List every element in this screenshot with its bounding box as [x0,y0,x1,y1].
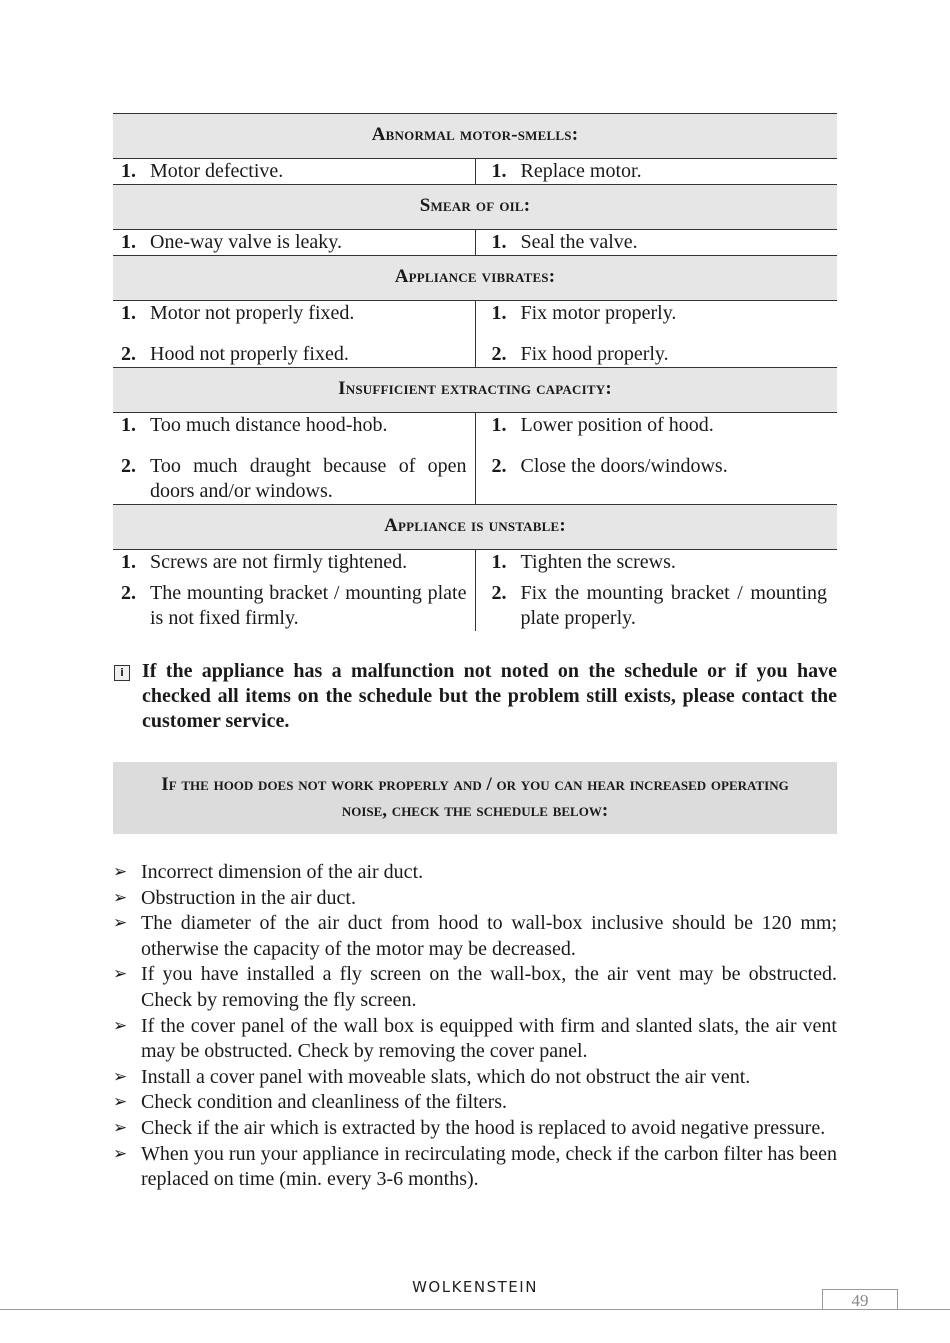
section-heading-row [113,505,837,550]
check-list [113,860,837,1193]
section-heading: Insufficient extracting capacity: [113,368,837,413]
item-text: Tighten the screws. [520,551,676,573]
info-note [113,659,837,734]
check-list-item [113,911,837,962]
item-text: The mounting bracket / mounting plate is not fixed firmly. [150,582,467,629]
section-heading: Appliance vibrates: [113,256,837,301]
check-item-text: Install a cover panel with moveable slats, which do not obstruct the air vent. [141,1065,751,1088]
check-item-text: The diameter of the air duct from hood to wall-box inclusive should be 120 mm; otherwise the capacity of the motor may be decreased. [141,912,837,960]
item-text: Replace motor. [520,160,642,182]
page-content [113,113,837,1193]
item-number: 1. [491,231,507,253]
section-heading: Abnormal motor-smells: [113,114,837,159]
remedy-item [484,454,828,479]
cause-item [113,230,467,255]
cause-cell [113,550,475,632]
check-list-item [113,886,837,912]
check-item-text: When you run your appliance in recirculating mode, check if the carbon filter has been replaced on time (min. every 3-6 months). [141,1142,837,1191]
item-text: Hood not properly fixed. [150,343,349,365]
remedy-item [484,413,828,438]
item-number: 2. [121,582,136,604]
item-number: 1. [491,551,507,573]
item-number: 2. [491,582,507,604]
section-heading-row [113,256,837,301]
remedy-item [484,230,828,255]
item-number: 2. [121,455,136,477]
item-number: 1. [121,414,136,436]
remedy-cell [475,413,837,505]
cause-cell [113,159,475,185]
cause-item [113,301,467,326]
remedy-cell [475,550,837,632]
item-number: 1. [121,551,136,573]
remedy-item [484,301,828,326]
cause-cell [113,301,475,368]
item-text: One-way valve is leaky. [150,231,342,253]
cause-cell [113,230,475,256]
section-heading-row [113,368,837,413]
check-list-item [113,1116,837,1142]
section-heading-row [113,114,837,159]
arrow-bullet-icon: ➢ [113,1066,128,1087]
cause-item [113,159,467,184]
item-number: 2. [491,343,507,365]
cause-item [113,413,467,438]
cause-item [113,342,467,367]
item-text: Motor defective. [150,160,284,182]
check-list-item [113,962,837,1013]
item-number: 1. [121,231,136,253]
check-item-text: Check if the air which is extracted by the hood is replaced to avoid negative pressure. [141,1116,826,1139]
cause-item [113,454,467,504]
check-item-text: If the cover panel of the wall box is equipped with firm and slanted slats, the air vent may be obstructed. Check by removing the cover panel. [141,1014,837,1063]
item-text: Fix hood properly. [520,343,669,365]
remedy-cell [475,301,837,368]
check-list-item [113,1014,837,1065]
section-body-row [113,301,837,368]
section-body-row [113,413,837,505]
item-text: Close the doors/windows. [520,455,728,477]
item-number: 2. [491,455,507,477]
cause-item [113,581,467,631]
section-body-row [113,159,837,185]
page-number: 49 [851,1291,869,1310]
section-heading: Smear of oil: [113,185,837,230]
arrow-bullet-icon: ➢ [113,1015,128,1036]
remedy-item [484,342,828,367]
item-text: Motor not properly fixed. [150,302,355,324]
remedy-item [484,159,828,184]
remedy-item [484,581,828,631]
check-item-text: If you have installed a fly screen on the wall-box, the air vent may be obstructed. Check by removing the fly screen. [141,963,837,1011]
cause-cell [113,413,475,505]
remedy-cell [475,159,837,185]
check-list-item [113,1090,837,1116]
check-list-item [113,1065,837,1091]
section-heading-row [113,185,837,230]
item-text: Fix motor properly. [520,302,677,324]
arrow-bullet-icon: ➢ [113,913,128,934]
section-body-row [113,230,837,256]
section-body-row [113,550,837,632]
check-list-item [113,1142,837,1193]
info-icon: i [114,665,130,681]
check-list-item [113,860,837,886]
arrow-bullet-icon: ➢ [113,1143,128,1164]
item-text: Fix the mounting bracket / mounting plate properly. [520,582,827,629]
info-note-text: If the appliance has a malfunction not noted on the schedule or if you have checked all items on the schedule but the problem still exists, please contact the customer service. [142,660,837,732]
arrow-bullet-icon: ➢ [113,964,128,985]
item-text: Screws are not firmly tightened. [150,551,408,573]
arrow-bullet-icon: ➢ [113,887,128,908]
item-number: 1. [491,160,507,182]
item-text: Lower position of hood. [520,414,714,436]
item-number: 1. [121,302,136,324]
check-schedule-heading: If the hood does not work properly and / or you can hear increased operating noise, check the schedule below: [113,762,837,834]
section-heading: Appliance is unstable: [113,505,837,550]
item-text: Too much distance hood-hob. [150,414,388,436]
footer-divider [0,1309,950,1310]
remedy-cell [475,230,837,256]
item-text: Too much draught because of open doors and/or windows. [150,455,467,502]
item-number: 2. [121,343,136,365]
check-item-text: Check condition and cleanliness of the filters. [141,1091,508,1114]
check-item-text: Incorrect dimension of the air duct. [141,861,424,883]
check-item-text: Obstruction in the air duct. [141,886,356,909]
arrow-bullet-icon: ➢ [113,1092,128,1113]
item-number: 1. [491,302,507,324]
brand-logo: WOLKENSTEIN [412,1278,538,1296]
arrow-bullet-icon: ➢ [113,862,128,882]
item-text: Seal the valve. [520,231,638,253]
arrow-bullet-icon: ➢ [113,1117,128,1138]
troubleshooting-table [113,113,837,631]
item-number: 1. [121,160,136,182]
item-number: 1. [491,414,507,436]
cause-item [113,550,467,575]
remedy-item [484,550,828,575]
